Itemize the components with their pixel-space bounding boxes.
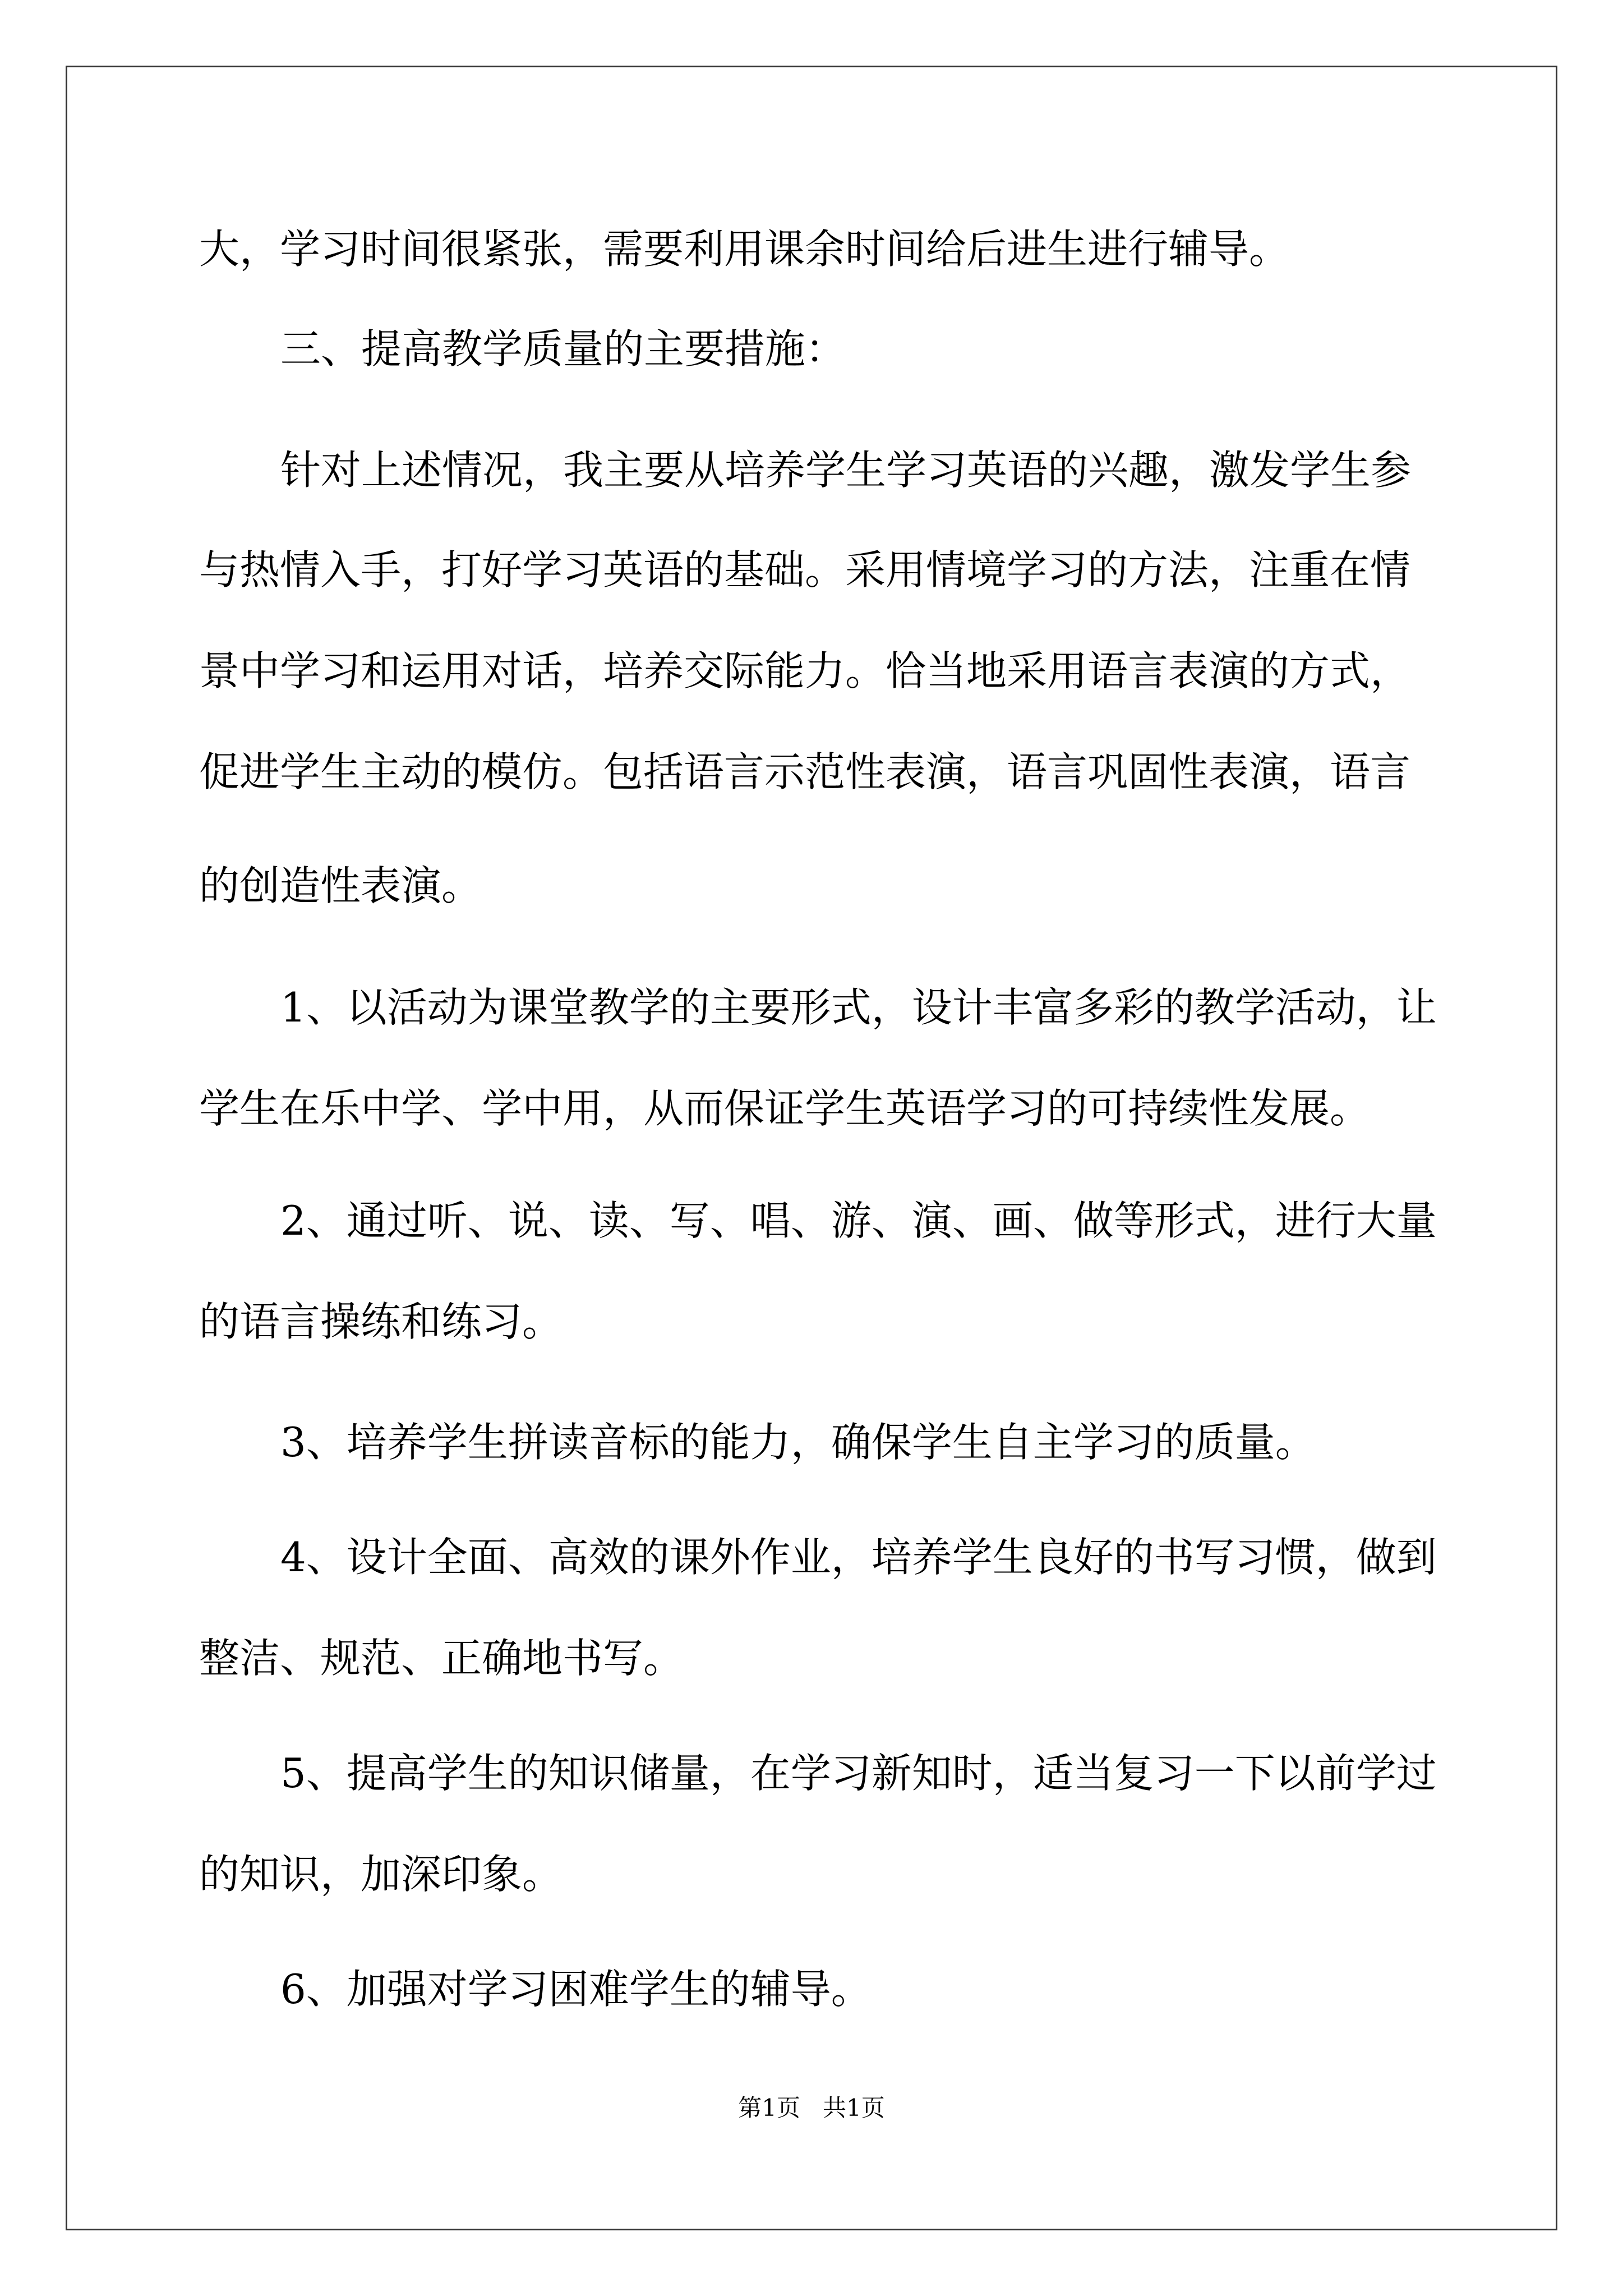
list-item: 2、通过听、说、读、写、唱、游、演、画、做等形式，进行大量 [280, 1197, 1437, 1244]
body-line: 整洁、规范、正确地书写。 [199, 1635, 684, 1682]
body-line: 针对上述情况，我主要从培养学生学习英语的兴趣，激发学生参 [280, 447, 1412, 494]
list-item: 3、培养学生拼读音标的能力，确保学生自主学习的质量。 [280, 1419, 1316, 1466]
section-heading: 三、提高教学质量的主要措施： [280, 325, 846, 372]
list-item: 5、提高学生的知识储量，在学习新知时，适当复习一下以前学过 [280, 1750, 1437, 1797]
list-item: 6、加强对学习困难学生的辅导。 [280, 1966, 872, 2013]
body-line: 学生在乐中学、学中用，从而保证学生英语学习的可持续性发展。 [199, 1085, 1371, 1132]
list-item: 1、以活动为课堂教学的主要形式，设计丰富多彩的教学活动，让 [280, 984, 1437, 1031]
body-line: 与热情入手，打好学习英语的基础。采用情境学习的方法，注重在情 [199, 546, 1411, 593]
body-line: 景中学习和运用对话，培养交际能力。恰当地采用语言表演的方式， [199, 647, 1411, 694]
body-line: 的知识，加深印象。 [199, 1851, 563, 1898]
list-item: 4、设计全面、高效的课外作业，培养学生良好的书写习惯，做到 [280, 1534, 1437, 1581]
body-line: 大，学习时间很紧张，需要利用课余时间给后进生进行辅导。 [199, 226, 1290, 273]
body-line: 促进学生主动的模仿。包括语言示范性表演，语言巩固性表演，语言 [199, 748, 1411, 795]
page-number-footer: 第1页 共1页 [738, 2094, 885, 2122]
body-line: 的创造性表演。 [199, 862, 482, 909]
page-border [66, 66, 1557, 2230]
body-line: 的语言操练和练习。 [199, 1298, 563, 1345]
